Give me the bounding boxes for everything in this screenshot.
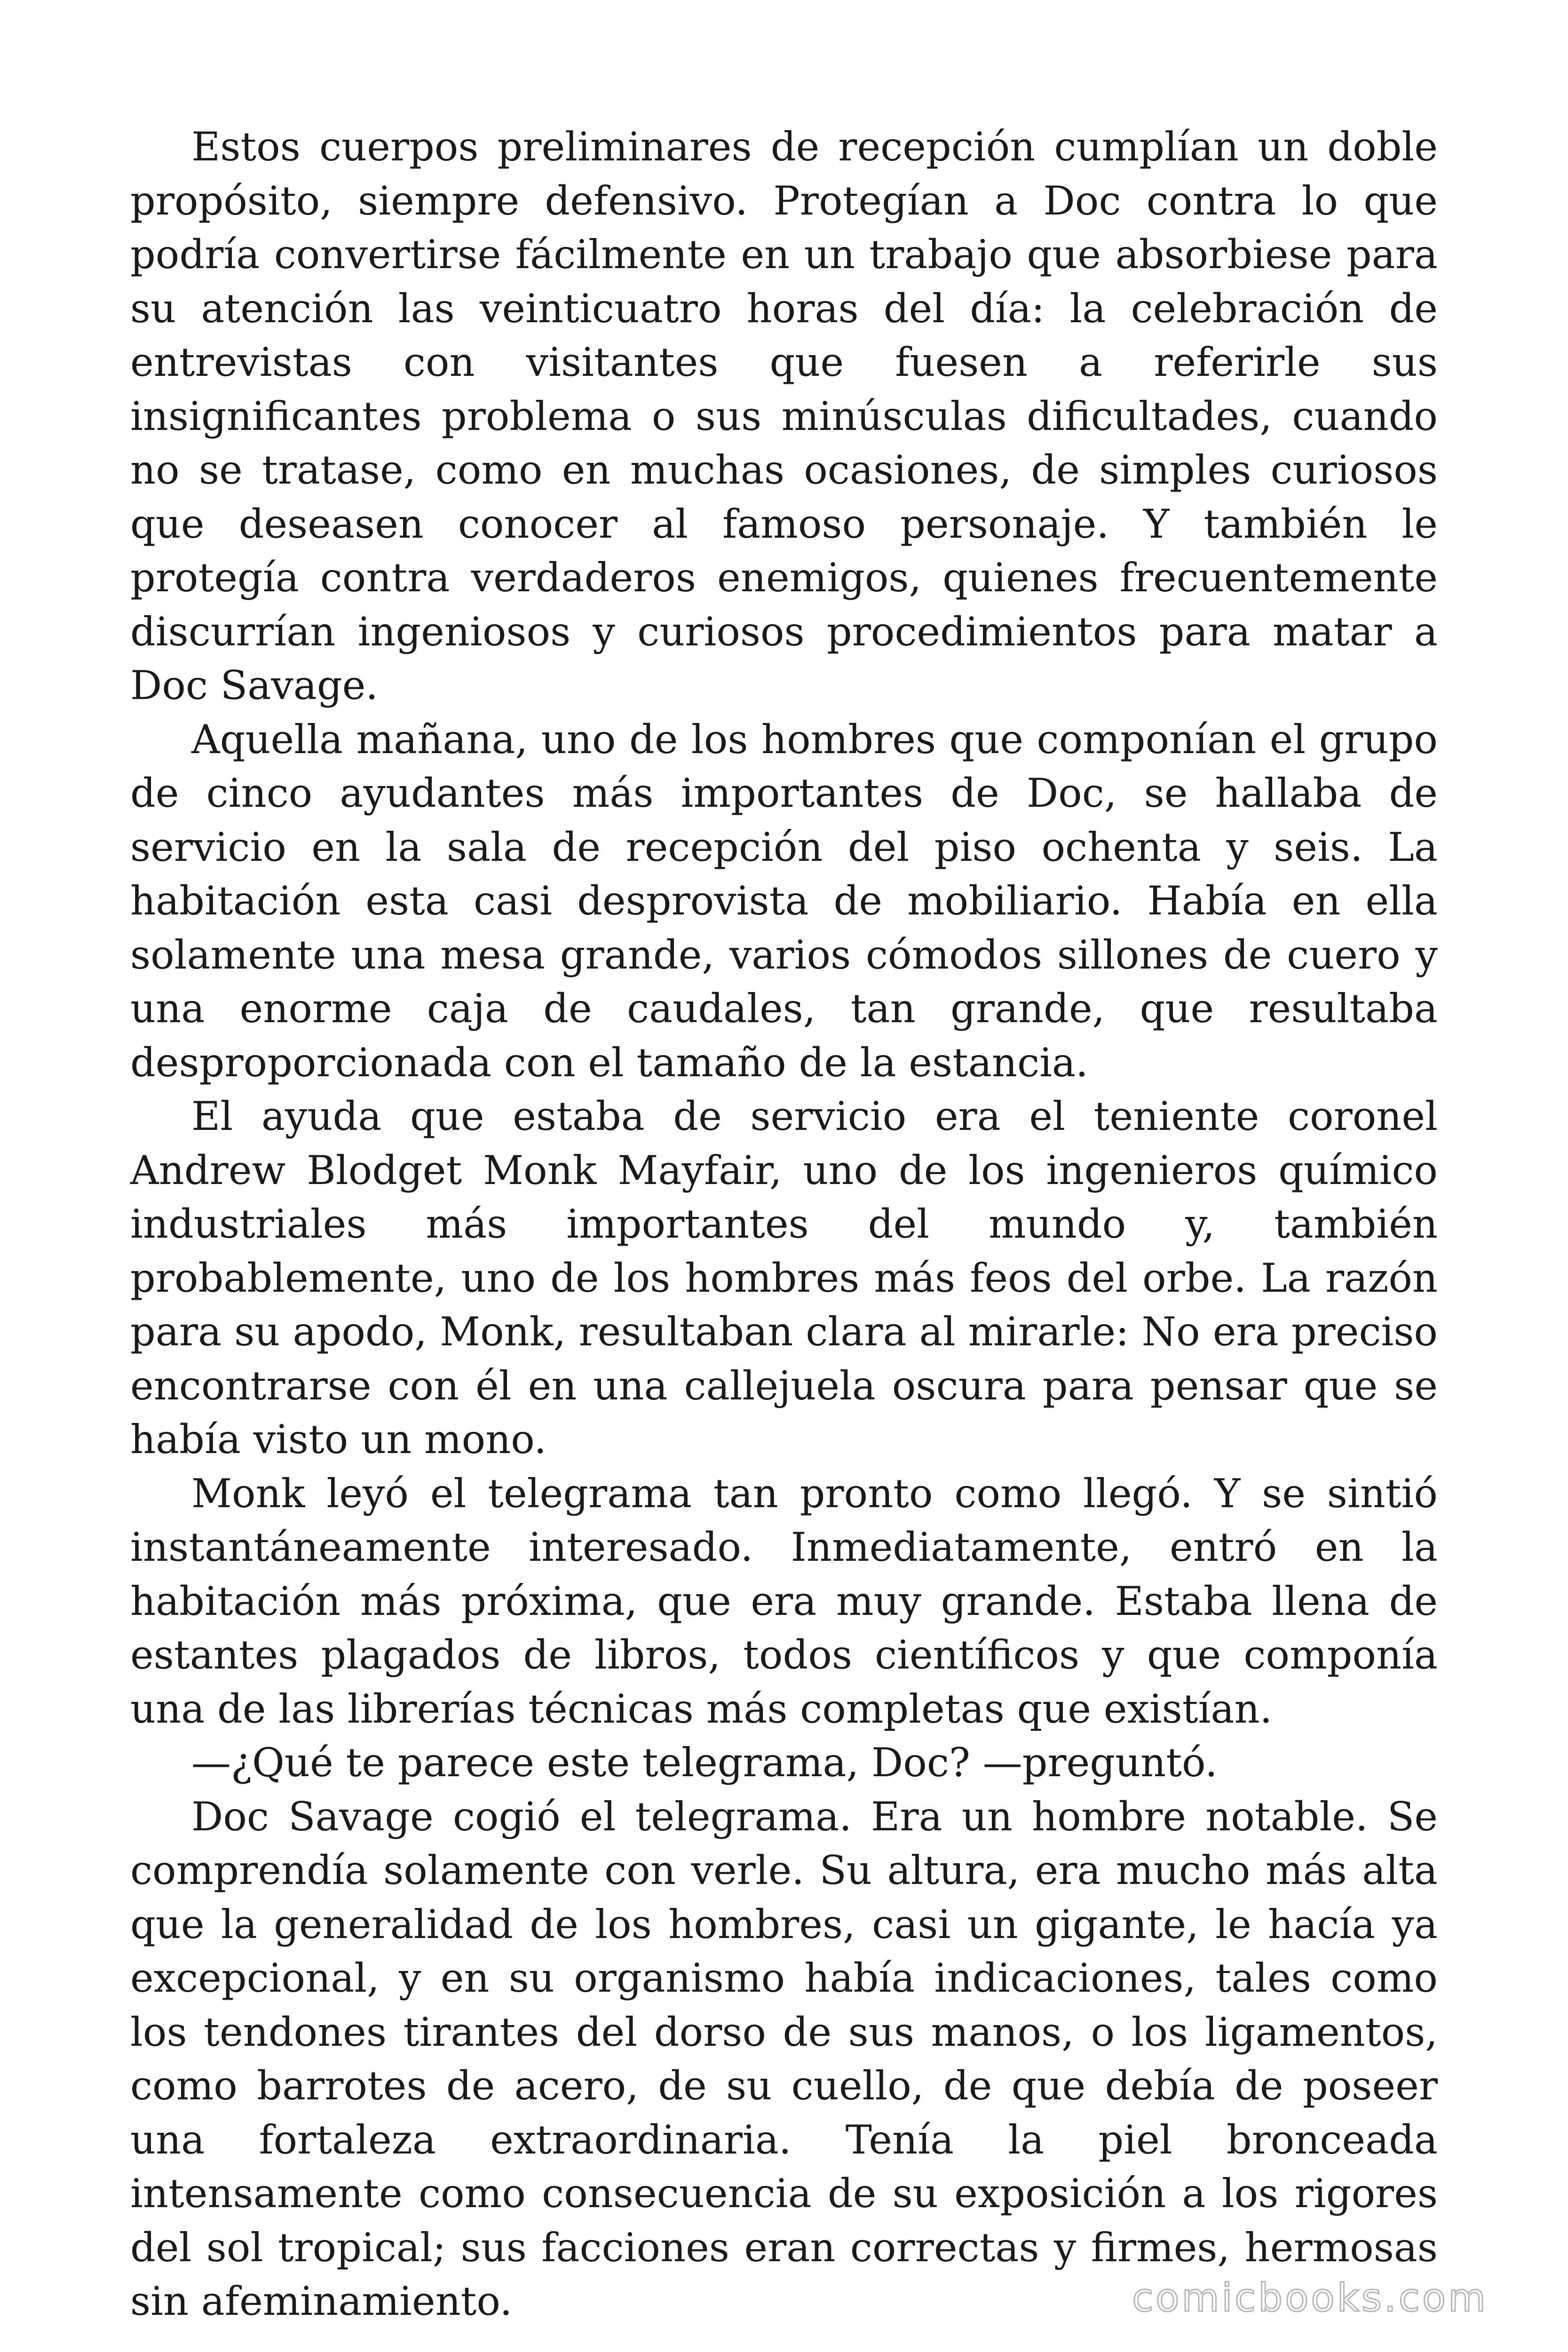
paragraph-doc-savage-description: Doc Savage cogió el telegrama. Era un hombre notable. Se comprendía solamente con verle. Su altura, era mucho más alta que la generalidad de los hombres, casi un gigante, le hacía ya excepcional, y en su organismo había indicaciones, tales como los tendones tirantes del dorso de sus manos, o los ligamentos, como barrotes de acero, de su cuello, de que debía de poseer una fortaleza extraordinaria. Tenía la piel bronceada intensamente como consecuencia de su exposición a los rigores del sol tropical; sus facciones eran correctas y firmes, hermosas sin afeminamiento. bbox=[130, 1793, 1438, 2324]
body-text bbox=[130, 120, 1438, 2328]
paragraph-monk-description: El ayuda que estaba de servicio era el teniente coronel Andrew Blodget Monk Mayfair, uno de los ingenieros químico industriales más importantes del mundo y, también probablemente, uno de los hombres más feos del orbe. La razón para su apodo, Monk, resultaban clara al mirarle: No era preciso encontrarse con él en una callejuela oscura para pensar que se había visto un mono. bbox=[130, 1093, 1438, 1462]
paragraph-telegram-arrival: Monk leyó el telegrama tan pronto como llegó. Y se sintió instantáneamente interesado. Inmediatamente, entró en la habitación más próxima, que era muy grande. Estaba llena de estantes plagados de libros, todos científicos y que componía una de las librerías técnicas más completas que existían. bbox=[130, 1470, 1438, 1732]
paragraph-dialogue: —¿Qué te parece este telegrama, Doc? —preguntó. bbox=[191, 1740, 1218, 1786]
paragraph-preliminary-bodies: Estos cuerpos preliminares de recepción cumplían un doble propósito, siempre defensivo. Protegían a Doc contra lo que podría convertirse fácilmente en un trabajo que absorbiese para su atención las veinticuatro horas del día: la celebración de entrevistas con visitantes que fuesen a referirle sus insignificantes problema o sus minúsculas dificultades, cuando no se tratase, como en muchas ocasiones, de simples curiosos que deseasen conocer al famoso personaje. Y también le protegía contra verdaderos enemigos, quienes frecuentemente discurrían ingeniosos y curiosos procedimientos para matar a Doc Savage. bbox=[130, 124, 1438, 708]
paragraph-reception-room: Aquella mañana, uno de los hombres que componían el grupo de cinco ayudantes más importantes de Doc, se hallaba de servicio en la sala de recepción del piso ochenta y seis. La habitación esta casi desprovista de mobiliario. Había en ella solamente una mesa grande, varios cómodos sillones de cuero y una enorme caja de caudales, tan grande, que resultaba desproporcionada con el tamaño de la estancia. bbox=[130, 716, 1438, 1086]
watermark-logo: comicbooks.com bbox=[1132, 2276, 1488, 2320]
